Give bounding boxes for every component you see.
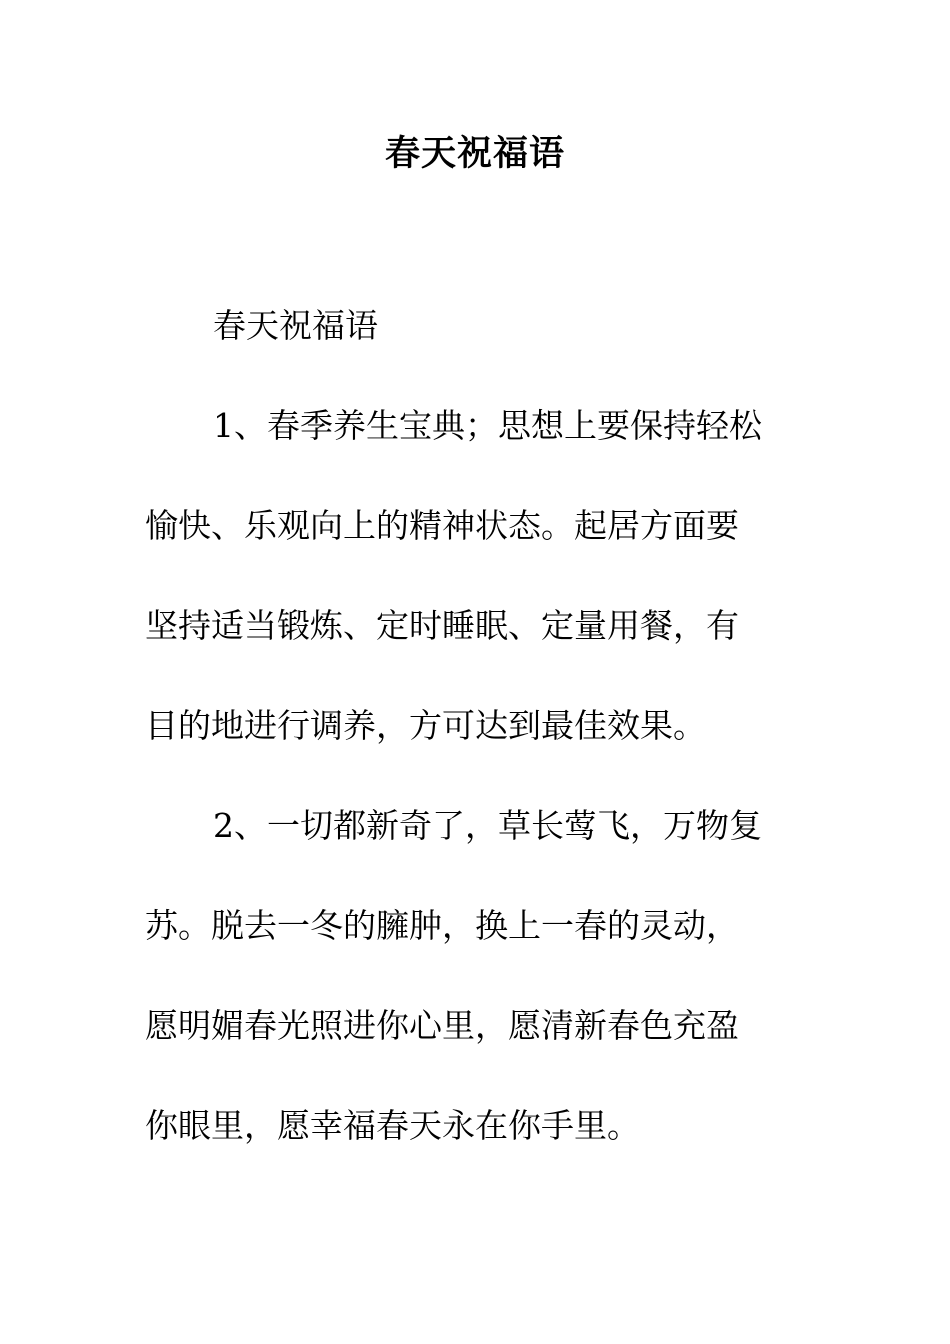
paragraph-line: 坚持适当锻炼、定时睡眠、定量用餐，有 [145, 606, 739, 645]
document-title: 春天祝福语 [384, 133, 565, 174]
paragraph-line: 愿明媚春光照进你心里，愿清新春色充盈 [145, 1006, 739, 1045]
paragraph-line: 2、一切都新奇了，草长莺飞，万物复 [213, 806, 762, 845]
paragraph-line: 苏。脱去一冬的臃肿，换上一春的灵动， [145, 906, 739, 945]
paragraph-line: 愉快、乐观向上的精神状态。起居方面要 [145, 506, 739, 545]
paragraph-line: 目的地进行调养，方可达到最佳效果。 [145, 706, 706, 745]
paragraph-line: 你眼里，愿幸福春天永在你手里。 [145, 1106, 640, 1145]
document-subtitle: 春天祝福语 [213, 306, 378, 345]
paragraph-line: 1、春季养生宝典；思想上要保持轻松 [213, 406, 762, 445]
